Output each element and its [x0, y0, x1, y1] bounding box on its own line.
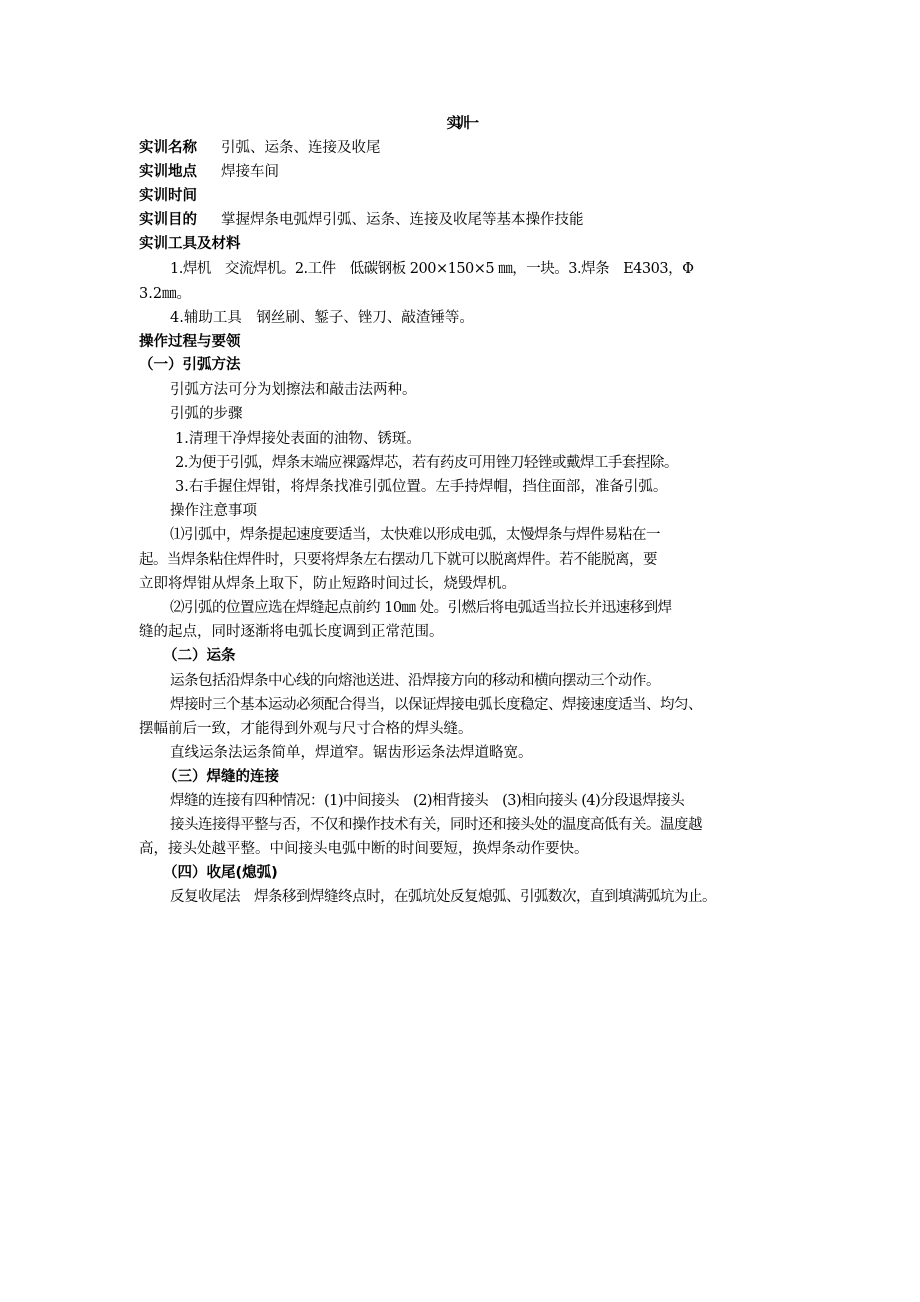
- section-1-note-1-line-3: 立即将焊钳从焊条上取下，防止短路时间过长，烧毁焊机。: [139, 576, 516, 592]
- section-1-step-1: 1.清理干净焊接处表面的油物、锈斑。: [175, 431, 421, 447]
- info-purpose-value: 掌握焊条电弧焊引弧、运条、连接及收尾等基本操作技能: [221, 212, 584, 228]
- info-purpose-label: 实训目的: [139, 212, 197, 228]
- section-4-heading: （四）收尾(熄弧): [163, 865, 278, 881]
- info-location-label: 实训地点: [139, 164, 197, 180]
- document-title: 实训一: [446, 116, 474, 132]
- section-4-para-1: 反复收尾法 焊条移到焊缝终点时，在弧坑处反复熄弧、引弧数次，直到填满弧坑为止。: [170, 889, 716, 905]
- section-2-para-2-line-1: 焊接时三个基本运动必须配合得当，以保证焊接电弧长度稳定、焊接速度适当、均匀、: [170, 697, 702, 713]
- info-tools-label: 实训工具及材料: [139, 236, 241, 252]
- section-1-step-3: 3.右手握住焊钳，将焊条找准引弧位置。左手持焊帽，挡住面部，准备引弧。: [175, 479, 668, 495]
- section-2-para-3: 直线运条法运条简单，焊道窄。锯齿形运条法焊道略宽。: [170, 745, 533, 761]
- section-2-para-1: 运条包括沿焊条中心线的向熔池送进、沿焊接方向的移动和横向摆动三个动作。: [170, 673, 660, 689]
- info-name-value: 引弧、运条、连接及收尾: [221, 140, 381, 156]
- section-1-note-2-line-1: ⑵引弧的位置应选在焊缝起点前约 10㎜ 处。引燃后将电弧适当拉长并迅速移到焊: [170, 600, 672, 616]
- info-location-row: [139, 162, 279, 182]
- section-1-notes-heading: 操作注意事项: [170, 503, 257, 519]
- section-3-para-1: 焊缝的连接有四种情况：(1)中间接头 (2)相背接头 (3)相向接头 (4)分段退焊接头: [170, 793, 685, 809]
- info-location-value: 焊接车间: [221, 164, 279, 180]
- section-2-heading: （二）运条: [163, 648, 236, 664]
- tools-line-1-cont: 3.2㎜。: [139, 286, 192, 302]
- section-1-para-2: 引弧的步骤: [170, 406, 243, 422]
- section-1-note-1-line-2: 起。当焊条粘住焊件时，只要将焊条左右摆动几下就可以脱离焊件。若不能脱离，要: [139, 552, 657, 568]
- section-1-note-1-line-1: ⑴引弧中，焊条提起速度要适当，太快难以形成电弧，太慢焊条与焊件易粘在一: [170, 527, 660, 543]
- section-1-heading: （一）引弧方法: [139, 357, 241, 373]
- section-3-para-2-line-1: 接头连接得平整与否，不仅和操作技术有关，同时还和接头处的温度高低有关。温度越: [170, 817, 702, 833]
- section-1-note-2-line-2: 缝的起点，同时逐渐将电弧长度调到正常范围。: [139, 624, 444, 640]
- info-time-label: 实训时间: [139, 188, 197, 204]
- process-heading: 操作过程与要领: [139, 334, 241, 350]
- section-2-para-2-line-2: 摆幅前后一致，才能得到外观与尺寸合格的焊头缝。: [139, 721, 473, 737]
- tools-line-1: 1.焊机 交流焊机。2.工件 低碳钢板 200×150×5 ㎜，一块。3.焊条 E4303，Φ: [170, 261, 694, 277]
- section-3-heading: （三）焊缝的连接: [163, 769, 279, 785]
- info-name-row: [139, 138, 381, 158]
- info-name-label: 实训名称: [139, 140, 197, 156]
- tools-line-2: 4.辅助工具 钢丝刷、錾子、锉刀、敲渣锤等。: [170, 310, 474, 326]
- info-purpose-row: [139, 210, 584, 230]
- section-1-para-1: 引弧方法可分为划擦法和敲击法两种。: [170, 382, 417, 398]
- section-1-step-2: 2.为便于引弧，焊条末端应裸露焊芯，若有药皮可用锉刀轻锉或戴焊工手套捏除。: [175, 455, 678, 471]
- info-time-row: [139, 186, 221, 206]
- section-3-para-2-line-2: 高，接头处越平整。中间接头电弧中断的时间要短，换焊条动作要快。: [139, 841, 589, 857]
